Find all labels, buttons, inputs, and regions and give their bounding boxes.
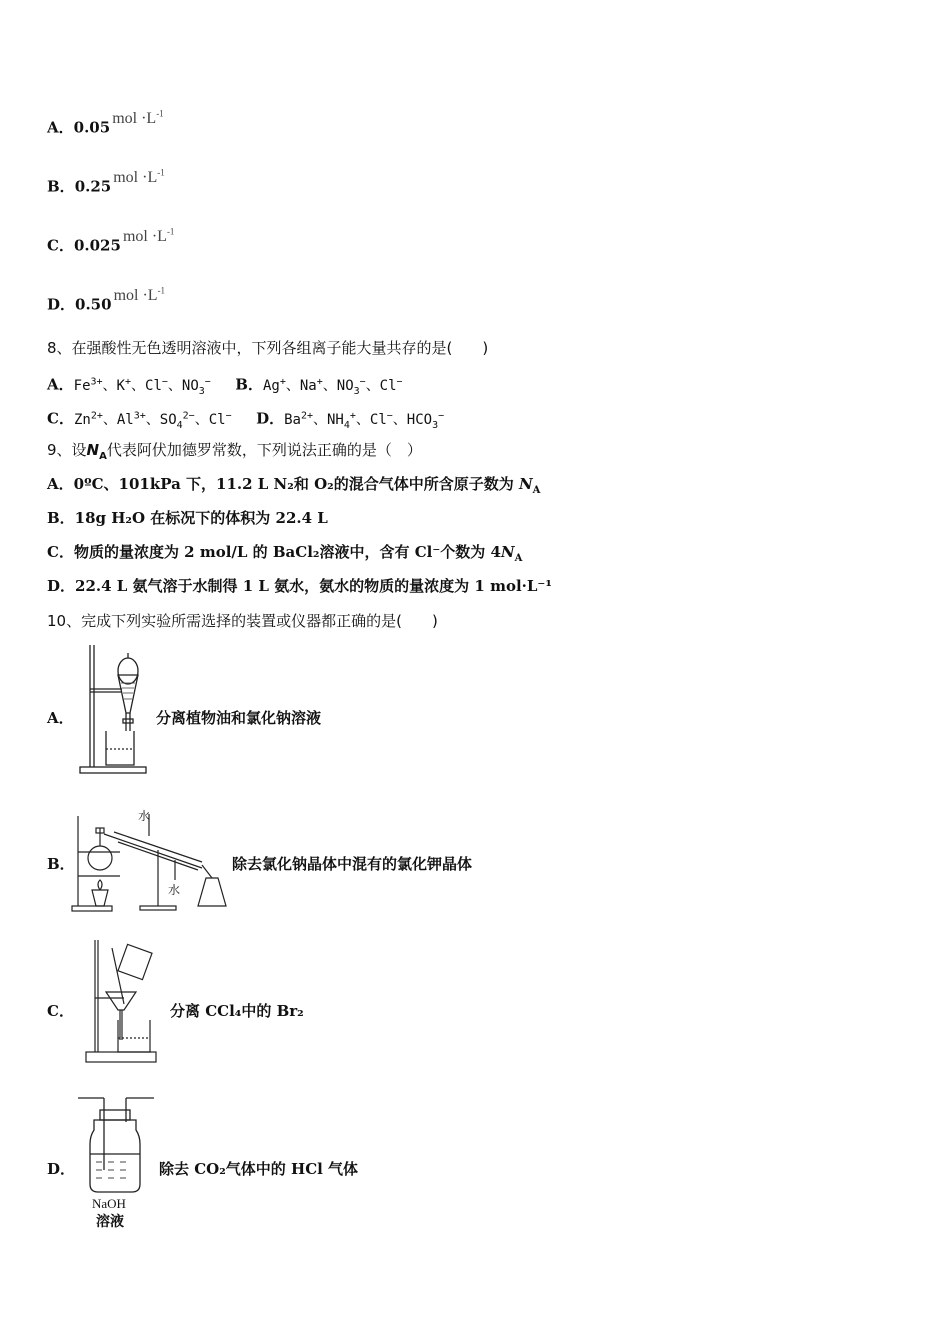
option-label: D． (47, 295, 76, 314)
q8-option-b: Ag+、Na+、$NO_3^-$、Cl− (262, 376, 403, 397)
unit-text: mol ·L (113, 287, 158, 305)
reagent-label-2: 溶液 (96, 1214, 124, 1230)
q8-options-cd[interactable] (47, 406, 444, 435)
q7-option-c[interactable] (47, 227, 175, 256)
q9-option-a[interactable]: A．0ºC、101kPa 下，11.2 L N₂和 O₂的混合气体中所含原子数为 $N_A$ (47, 475, 541, 496)
option-label: B． (235, 375, 263, 394)
q10-option-a-label[interactable]: A． (47, 709, 74, 727)
gas-washing-bottle-figure (74, 1092, 160, 1232)
q7-option-a[interactable] (47, 109, 164, 138)
unit-text: mol ·L (122, 228, 167, 246)
q8-options-ab[interactable] (47, 372, 403, 401)
q10-stem: 10、完成下列实验所需选择的装置或仪器都正确的是( ) (47, 612, 438, 630)
unit (112, 110, 164, 127)
water-outlet-label: 水 (168, 883, 181, 897)
unit-exponent: -1 (157, 286, 166, 296)
unit (123, 228, 175, 245)
q9-option-c[interactable]: C．物质的量浓度为 2 mol/L 的 BaCl₂溶液中，含有 Cl⁻个数为 $4N_A$ (47, 543, 523, 564)
option-label: A． (47, 118, 74, 137)
option-value: 0.25 (74, 177, 112, 196)
q7-option-d[interactable] (47, 286, 166, 315)
option-label: C． (47, 236, 74, 255)
unit (113, 169, 165, 186)
q8-stem: 8、在强酸性无色透明溶液中，下列各组离子能大量共存的是( ) (47, 339, 489, 357)
distillation-apparatus-figure (70, 806, 232, 914)
option-value: 0.025 (73, 236, 121, 255)
reagent-label-1: NaOH (92, 1196, 126, 1211)
option-label: A． (47, 375, 74, 394)
filtration-apparatus-figure (84, 938, 164, 1068)
unit (114, 287, 166, 304)
unit-text: mol ·L (112, 110, 157, 128)
option-value: 0.05 (73, 118, 111, 137)
water-inlet-label: 水 (138, 809, 151, 823)
q9-option-d[interactable]: D．22.4 L 氨气溶于水制得 1 L 氨水，氨水的物质的量浓度为 1 mol·L⁻¹ (47, 577, 552, 595)
q10-option-a-text: 分离植物油和氯化钠溶液 (156, 709, 322, 727)
q9-stem: 9、设$N_A$代表阿伏加德罗常数，下列说法正确的是（ ） (47, 441, 422, 462)
option-label: C． (47, 409, 74, 428)
unit-exponent: -1 (157, 168, 165, 178)
q10-option-b-text: 除去氯化钠晶体中混有的氯化钾晶体 (232, 855, 473, 873)
q7-option-b[interactable] (47, 168, 165, 197)
q10-option-d-text: 除去 CO₂气体中的 HCl 气体 (159, 1160, 359, 1178)
q10-option-b-label[interactable]: B． (47, 855, 75, 873)
unit-exponent: -1 (166, 227, 175, 237)
q10-option-d-label[interactable]: D． (47, 1160, 76, 1178)
q9-option-b[interactable]: B．18g H₂O 在标况下的体积为 22.4 L (47, 509, 328, 527)
option-value: 0.50 (75, 295, 112, 314)
q8-option-a: $Fe^{3+}$、K+、Cl−、$NO_3^-$ (73, 376, 211, 397)
q10-option-c-text: 分离 CCl₄中的 Br₂ (170, 1002, 304, 1020)
unit-text: mol ·L (113, 169, 158, 187)
q10-option-c-label[interactable]: C． (47, 1002, 74, 1020)
option-label: D． (256, 409, 285, 428)
q8-option-c: $Zn^{2+}$、$Al^{3+}$、$SO_4^{2-}$、Cl− (73, 410, 232, 431)
unit-exponent: -1 (156, 109, 164, 119)
option-label: B． (47, 177, 75, 196)
q8-option-d: $Ba^{2+}$、$NH_4^+$、Cl−、$HCO_3^-$ (284, 410, 445, 431)
separatory-funnel-apparatus-figure (78, 643, 150, 775)
